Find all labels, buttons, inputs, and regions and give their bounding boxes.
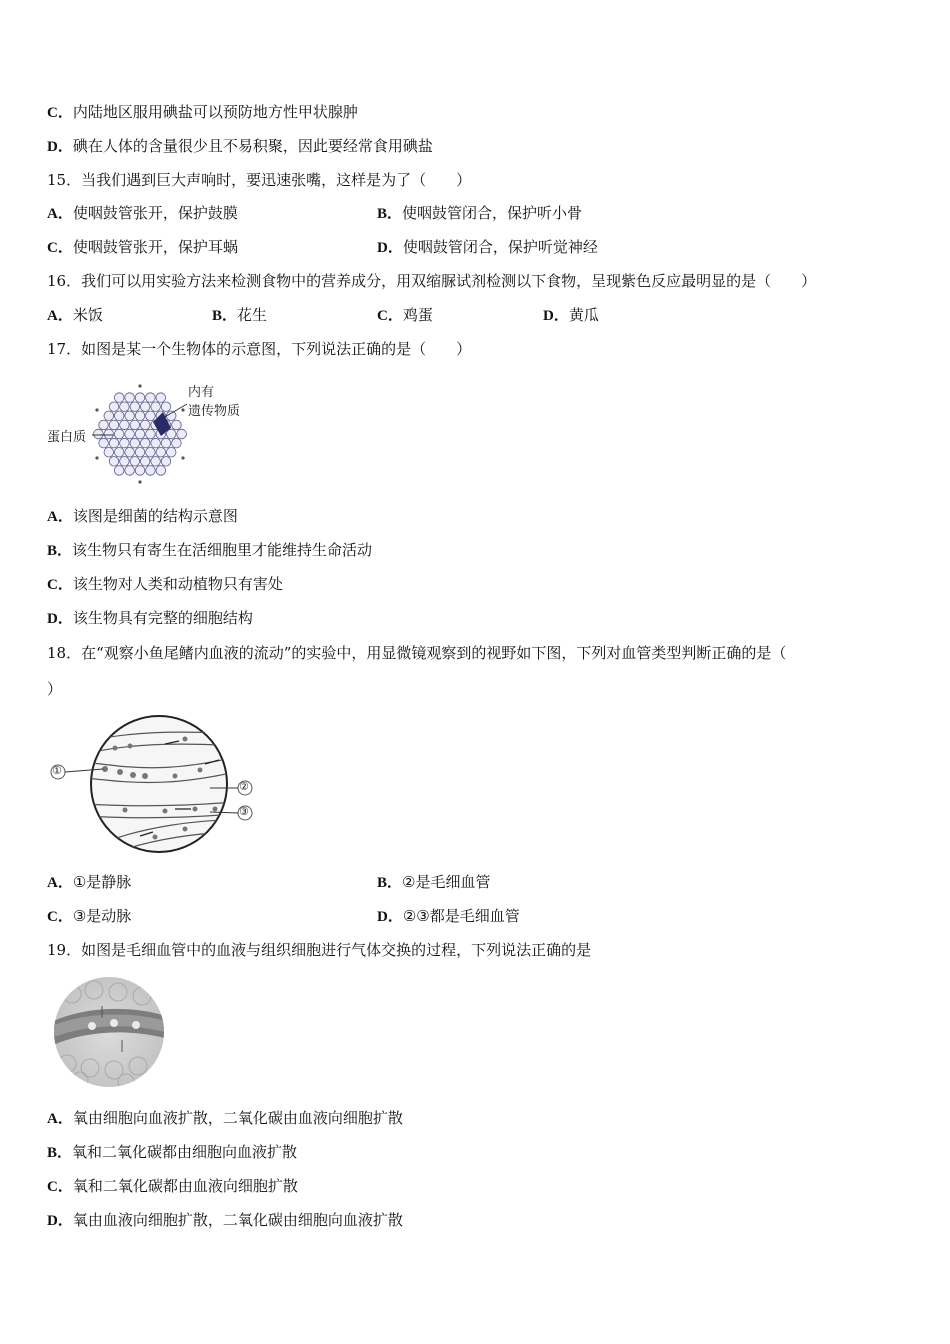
capsid-protein-unit — [125, 447, 135, 457]
option-key: A． — [47, 308, 73, 324]
option-text: 氧由血液向细胞扩散，二氧化碳由细胞向血液扩散 — [72, 1211, 403, 1229]
capsid-spike — [138, 480, 141, 483]
q17-option-d — [47, 608, 253, 629]
option-text: 使咽鼓管闭合，保护听觉神经 — [402, 238, 598, 256]
label-inner-1: 内有 — [188, 385, 215, 400]
q14-option-d — [47, 136, 433, 157]
option-text: 碘在人体的含量很少且不易积聚，因此要经常食用碘盐 — [72, 137, 433, 155]
capsid-protein-unit — [172, 420, 182, 430]
option-text: 鸡蛋 — [402, 306, 433, 324]
capsid-protein-unit — [114, 411, 124, 421]
capsid-protein-unit — [130, 457, 140, 467]
q19-option-c — [47, 1176, 298, 1197]
capsid-protein-unit — [146, 393, 156, 403]
label-protein: 蛋白质 — [47, 430, 87, 445]
option-key: D． — [377, 909, 403, 925]
capsid-protein-unit — [135, 447, 145, 457]
option-text: 该生物只有寄生在活细胞里才能维持生命活动 — [72, 541, 373, 559]
label-3: ③ — [239, 805, 249, 818]
capsid-protein-unit — [109, 457, 119, 467]
capsid-protein-unit — [161, 457, 171, 467]
capsid-protein-unit — [130, 402, 140, 412]
capsid-protein-unit — [146, 466, 156, 476]
option-text: 该生物具有完整的细胞结构 — [72, 609, 253, 627]
capsid-spike — [181, 456, 184, 459]
capsid-spike — [95, 456, 98, 459]
q15-option-d — [377, 237, 598, 258]
q15-stem: 15．当我们遇到巨大声响时，要迅速张嘴，这样是为了（ ） — [47, 171, 472, 189]
capsid-protein-unit — [94, 429, 104, 439]
option-text: 米饭 — [72, 306, 103, 324]
option-text: 该生物对人类和动植物只有害处 — [72, 575, 283, 593]
capsid-protein-unit — [125, 393, 135, 403]
capsid-protein-unit — [140, 402, 150, 412]
label-inner-2: 遗传物质 — [188, 404, 241, 419]
capillary-photo — [52, 976, 166, 1088]
option-key: D． — [47, 611, 73, 627]
capsid-protein-unit — [146, 447, 156, 457]
q19-option-d — [47, 1210, 403, 1231]
q16-option-c — [377, 305, 433, 326]
capsid-protein-unit — [146, 411, 156, 421]
capsid-protein-unit — [125, 466, 135, 476]
option-text: 黄瓜 — [568, 306, 599, 324]
option-text: 花生 — [237, 306, 268, 324]
capsid-protein-unit — [130, 420, 140, 430]
capsid-protein-unit — [120, 457, 130, 467]
capsid-protein-unit — [104, 411, 114, 421]
capsid-protein-unit — [120, 402, 130, 412]
capsid-protein-unit — [151, 402, 161, 412]
capsid-protein-unit — [151, 457, 161, 467]
option-key: C． — [47, 909, 73, 925]
q18-option-a — [47, 872, 131, 893]
q18-option-c — [47, 906, 131, 927]
capsid-spike — [138, 384, 141, 387]
q15-option-b — [377, 203, 582, 224]
label-2: ② — [239, 780, 249, 793]
q14-option-c — [47, 102, 358, 123]
capsid-protein-unit — [99, 420, 109, 430]
option-key: C． — [47, 240, 73, 256]
capsid-protein-unit — [166, 411, 176, 421]
q18-stem-line-2: ） — [47, 680, 63, 698]
option-key: C． — [47, 1179, 73, 1195]
option-key: C． — [47, 577, 73, 593]
capsid-protein-unit — [140, 420, 150, 430]
capsid-protein-unit — [109, 420, 119, 430]
option-text: 氧和二氧化碳都由血液向细胞扩散 — [72, 1177, 298, 1195]
option-key: B． — [377, 206, 403, 222]
capsid-spike — [181, 408, 184, 411]
option-text: 该图是细菌的结构示意图 — [72, 507, 238, 525]
option-key: D． — [377, 240, 403, 256]
capsid-protein-unit — [146, 429, 156, 439]
option-text: 使咽鼓管张开，保护耳蜗 — [72, 238, 238, 256]
capsid-protein-unit — [161, 402, 171, 412]
capsid-protein-unit — [114, 447, 124, 457]
option-text: 氧由细胞向血液扩散，二氧化碳由血液向细胞扩散 — [72, 1109, 403, 1127]
option-key: D． — [47, 139, 73, 155]
q16-stem: 16．我们可以用实验方法来检测食物中的营养成分，用双缩脲试剂检测以下食物，呈现紫色反应最明显的是（ ） — [47, 272, 817, 290]
option-key: A． — [47, 875, 73, 891]
option-key: D． — [543, 308, 569, 324]
option-text: 使咽鼓管闭合，保护听小骨 — [402, 204, 583, 222]
q19-option-b — [47, 1142, 297, 1163]
q16-option-a — [47, 305, 103, 326]
option-text: 使咽鼓管张开，保护鼓膜 — [72, 204, 238, 222]
option-key: D． — [47, 1213, 73, 1229]
capsid-protein-unit — [125, 429, 135, 439]
capsid-protein-unit — [156, 466, 166, 476]
q16-option-b — [212, 305, 267, 326]
option-text: ③是动脉 — [72, 907, 132, 925]
capsid-protein-unit — [125, 411, 135, 421]
capsid-protein-unit — [114, 466, 124, 476]
q18-stem-line-1: 18．在“观察小鱼尾鳍内血液的流动”的实验中，用显微镜观察到的视野如下图，下列对血管类型判断正确的是（ — [47, 644, 787, 662]
q15-option-a — [47, 203, 238, 224]
capsid-protein-unit — [130, 438, 140, 448]
capsid-protein-unit — [161, 438, 171, 448]
q18-microscope-figure — [45, 712, 265, 857]
capsid-protein-unit — [156, 447, 166, 457]
q19-capillary-figure — [52, 976, 166, 1088]
option-key: A． — [47, 509, 73, 525]
option-key: B． — [47, 1145, 73, 1161]
capsid-protein-unit — [151, 438, 161, 448]
q17-option-a — [47, 506, 238, 527]
option-key: B． — [377, 875, 403, 891]
capsid-protein-unit — [114, 393, 124, 403]
capsid-protein-unit — [135, 466, 145, 476]
option-key: B． — [212, 308, 238, 324]
option-text: ①是静脉 — [72, 873, 132, 891]
capsid-protein-unit — [114, 429, 124, 439]
option-text: ②③都是毛细血管 — [402, 907, 520, 925]
capsid-protein-unit — [104, 429, 114, 439]
q18-option-d — [377, 906, 520, 927]
capsid-protein-unit — [177, 429, 187, 439]
q17-virus-figure — [45, 378, 255, 488]
q15-option-c — [47, 237, 238, 258]
capsid-protein-unit — [172, 438, 182, 448]
blood-vessel-diagram — [45, 712, 265, 857]
option-key: C． — [47, 105, 73, 121]
capsid-spike — [95, 408, 98, 411]
capsid-protein-unit — [109, 402, 119, 412]
capsid-protein-unit — [104, 447, 114, 457]
option-key: A． — [47, 206, 73, 222]
capsid-protein-unit — [140, 457, 150, 467]
capsid-protein-unit — [109, 438, 119, 448]
option-key: A． — [47, 1111, 73, 1127]
option-key: C． — [377, 308, 403, 324]
capsid-protein-unit — [99, 438, 109, 448]
label-1: ① — [52, 764, 62, 777]
q16-option-d — [543, 305, 599, 326]
capsid-protein-unit — [166, 429, 176, 439]
option-text: 氧和二氧化碳都由细胞向血液扩散 — [72, 1143, 298, 1161]
capsid-protein-unit — [135, 411, 145, 421]
q17-stem: 17．如图是某一个生物体的示意图，下列说法正确的是（ ） — [47, 340, 472, 358]
q17-option-c — [47, 574, 283, 595]
capsid-protein-unit — [166, 447, 176, 457]
capsid-protein-unit — [135, 393, 145, 403]
capsid-protein-unit — [135, 429, 145, 439]
capsid-protein-unit — [120, 438, 130, 448]
q19-option-a — [47, 1108, 403, 1129]
q18-option-b — [377, 872, 490, 893]
option-key: B． — [47, 543, 73, 559]
capsid-protein-unit — [140, 438, 150, 448]
capsid-protein-unit — [120, 420, 130, 430]
option-text: 内陆地区服用碘盐可以预防地方性甲状腺肿 — [72, 103, 358, 121]
option-text: ②是毛细血管 — [402, 873, 491, 891]
q17-option-b — [47, 540, 372, 561]
q19-stem: 19．如图是毛细血管中的血液与组织细胞进行气体交换的过程，下列说法正确的是 — [47, 941, 592, 959]
capsid-protein-unit — [156, 393, 166, 403]
